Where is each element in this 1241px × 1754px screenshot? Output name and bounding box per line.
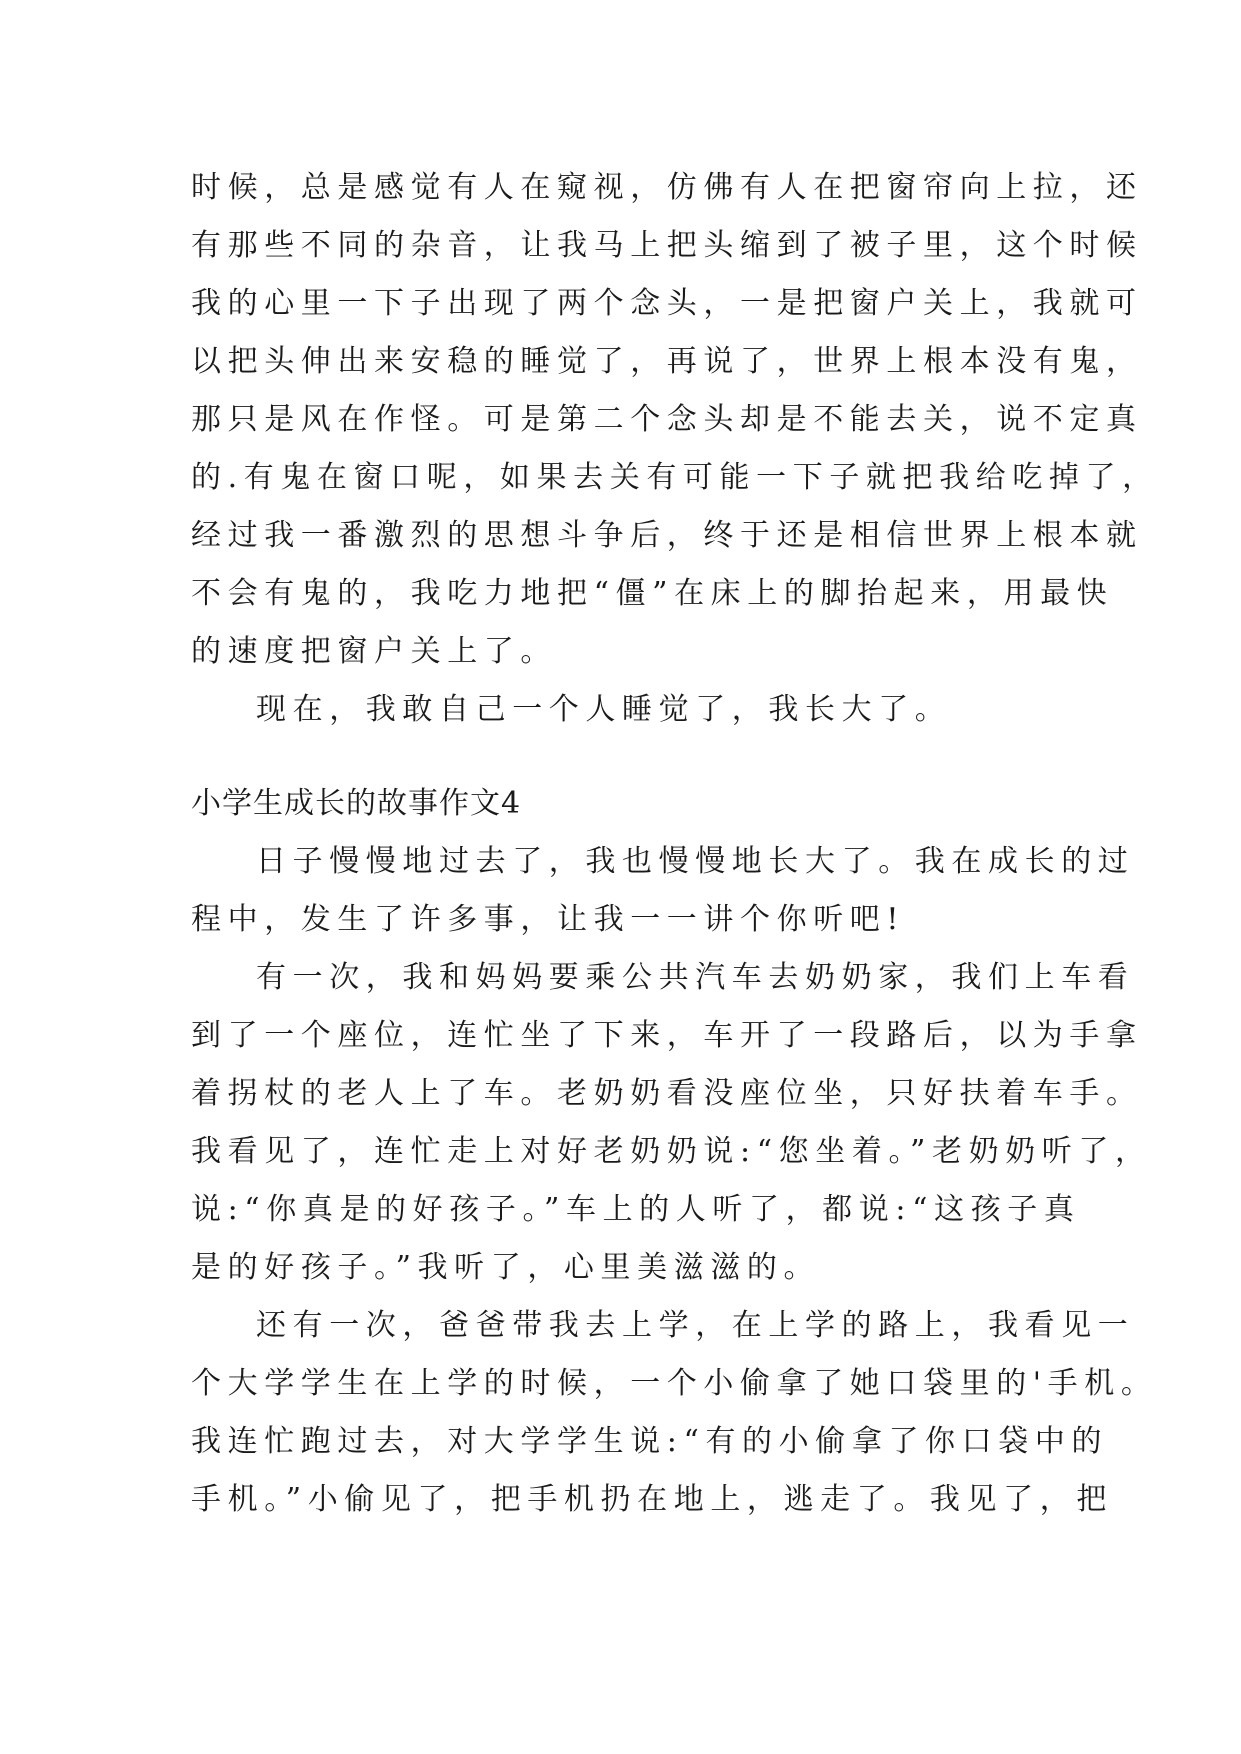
paragraph-line: 有一次，我和妈妈要乘公共汽车去奶奶家，我们上车看 (256, 960, 1135, 995)
paragraph-line: 我看见了，连忙走上对好老奶奶说:“您坐着。”老奶奶听了， (191, 1134, 1152, 1169)
paragraph-line: 以把头伸出来安稳的睡觉了，再说了，世界上根本没有鬼， (191, 344, 1143, 379)
paragraph-line: 还有一次，爸爸带我去上学，在上学的路上，我看见一 (256, 1308, 1135, 1343)
paragraph-line: 程中，发生了许多事，让我一一讲个你听吧! (191, 902, 906, 937)
paragraph-line: 到了一个座位，连忙坐了下来，车开了一段路后，以为手拿 (191, 1018, 1143, 1053)
paragraph-line: 说:“你真是的好孩子。”车上的人听了，都说:“这孩子真 (191, 1192, 1081, 1227)
paragraph-line: 个大学学生在上学的时候，一个小偷拿了她口袋里的'手机。 (191, 1366, 1158, 1401)
paragraph-line: 是的好孩子。”我听了，心里美滋滋的。 (191, 1250, 821, 1285)
paragraph-line: 的速度把窗户关上了。 (191, 634, 557, 669)
section-heading: 小学生成长的故事作文4 (191, 786, 522, 821)
paragraph-line: 经过我一番激烈的思想斗争后，终于还是相信世界上根本就 (191, 518, 1143, 553)
paragraph-line: 我的心里一下子出现了两个念头，一是把窗户关上，我就可 (191, 286, 1143, 321)
paragraph-line: 那只是风在作怪。可是第二个念头却是不能去关，说不定真 (191, 402, 1143, 437)
paragraph-line: 日子慢慢地过去了，我也慢慢地长大了。我在成长的过 (256, 844, 1135, 879)
paragraph-line: 不会有鬼的，我吃力地把“僵”在床上的脚抬起来，用最快 (191, 576, 1114, 611)
paragraph-line: 有那些不同的杂音，让我马上把头缩到了被子里，这个时候 (191, 228, 1143, 263)
paragraph-line: 手机。”小偷见了，把手机扔在地上，逃走了。我见了，把 (191, 1482, 1113, 1517)
paragraph-line: 着拐杖的老人上了车。老奶奶看没座位坐，只好扶着车手。 (191, 1076, 1143, 1111)
paragraph-line: 的.有鬼在窗口呢，如果去关有可能一下子就把我给吃掉了， (191, 460, 1159, 495)
paragraph-line: 现在，我敢自己一个人睡觉了，我长大了。 (256, 692, 952, 727)
paragraph-line: 时候，总是感觉有人在窥视，仿佛有人在把窗帘向上拉，还 (191, 170, 1143, 205)
paragraph-line: 我连忙跑过去，对大学学生说:“有的小偷拿了你口袋中的 (191, 1424, 1109, 1459)
